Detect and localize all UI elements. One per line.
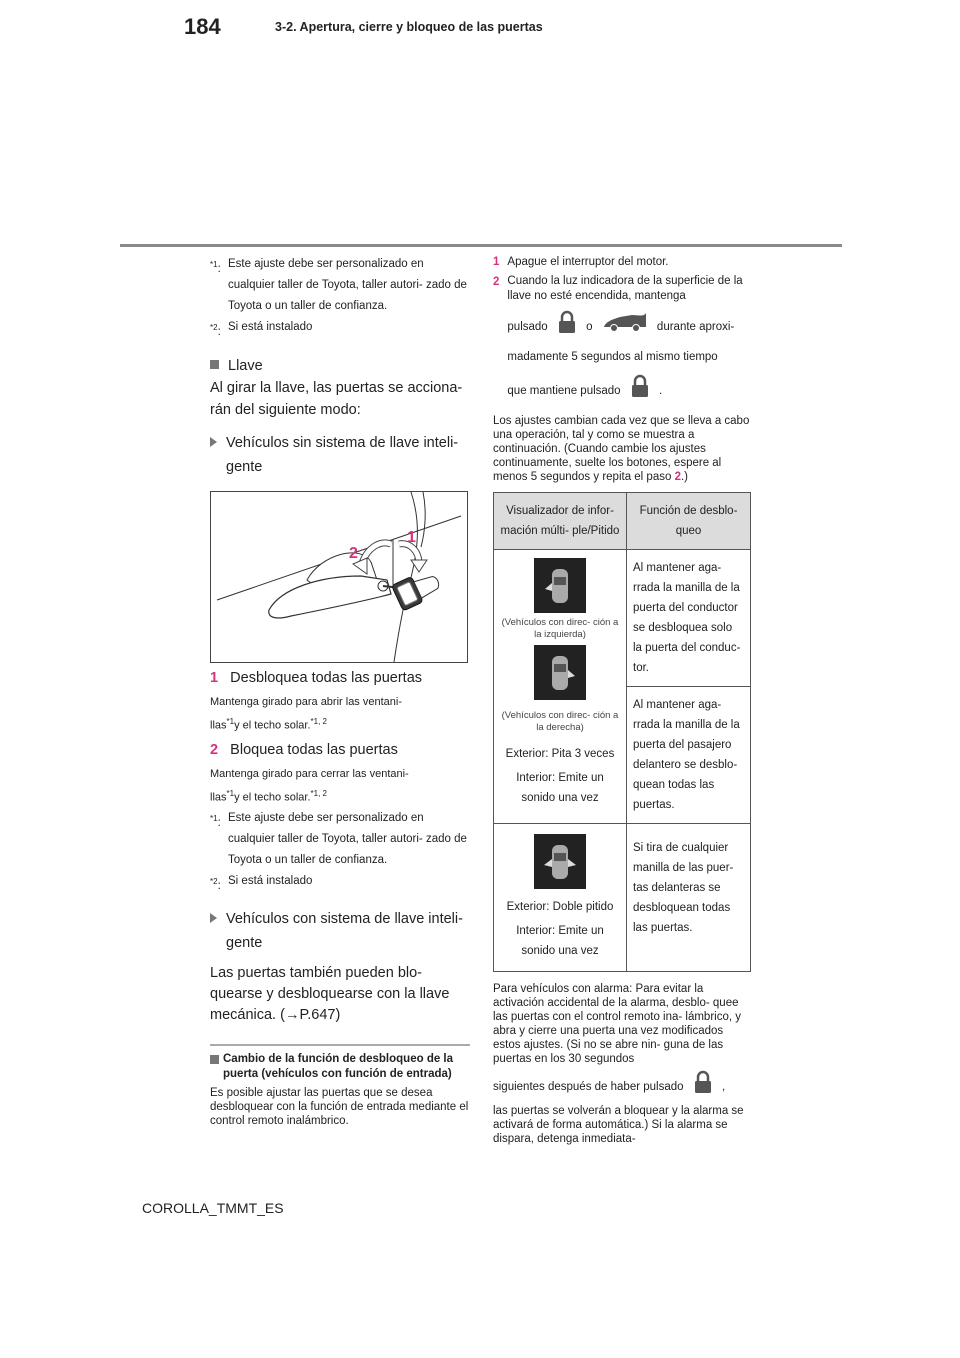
table-row	[494, 550, 751, 687]
llave-heading: Llave	[210, 355, 470, 377]
table-header-function: Función de desblo- queo	[627, 493, 751, 550]
footnote-text: Este ajuste debe ser personalizado en cualquier taller de Toyota, taller autori- zado de Toyota o un taller de confianza.	[228, 812, 467, 867]
footnote-text: Si está instalado	[228, 875, 313, 888]
lock-icon	[557, 310, 577, 344]
step-2: 2 Cuando la luz indicadora de la superficie de la llave no esté encendida, mantenga pulsado o durante aproxi- madamente 5 segundos al mismo tiempo que mantiene pulsado .	[493, 274, 751, 408]
function-cell-2: Si tira de cualquier manilla de las puer- tas delanteras se desbloquean todas las puertas.	[627, 824, 751, 972]
footnote-mark: $^{*1}$:	[210, 814, 221, 829]
unlock-settings-table	[493, 492, 751, 972]
change-function-heading: Cambio de la función de desbloqueo de la puerta (vehículos con función de entrada)	[210, 1044, 470, 1082]
footnote-text: Si está instalado	[228, 321, 313, 333]
function-cell-1b: Al mantener aga- rrada la manilla de la puerta del pasajero delantero se desblo- quean todas las puertas.	[627, 687, 751, 824]
caption-left-hand: (Vehículos con direc- ción a la izquierda)	[501, 617, 619, 640]
step-1: 1 Apague el interruptor del motor.	[493, 256, 669, 268]
change-function-text: Es posible ajustar las puertas que se desea desbloquear con la función de entrada mediante el control remoto inalámbrico.	[210, 1086, 469, 1127]
mechanical-key-text: Las puertas también pueden blo- quearse y desbloquearse con la llave mecánica. (→P.647)	[210, 964, 450, 1023]
subheading-smart-key: Vehículos con sistema de llave inteli- gente	[210, 907, 470, 955]
function-cell-1a: Al mantener aga- rrada la manilla de la puerta del conductor se desbloquea solo la puerta del conduc- tor.	[627, 550, 751, 687]
table-header-display: Visualizador de infor- mación múlti- ple/Pitido	[494, 493, 627, 550]
settings-text: Los ajustes cambian cada vez que se lleva a cabo una operación, tal y como se muestra a continuación. (Cuando cambie los ajustes continuamente, suelte los botones, espere al menos 5 segundos y repita el paso 2.)	[493, 415, 750, 483]
trunk-open-car-icon	[602, 311, 648, 343]
item-1-title: 1 Desbloquea todas las puertas	[210, 669, 423, 686]
item-2-title: 2 Bloquea todas las puertas	[210, 742, 398, 759]
section-title: 3-2. Apertura, cierre y bloqueo de las puertas	[275, 20, 543, 34]
square-bullet-icon	[210, 1055, 219, 1064]
footnote-4	[210, 871, 470, 897]
alarm-text-d: las puertas se volverán a bloquear y la alarma se activará de forma automática.) Si la alarma se dispara, detenga inmediata-	[493, 1105, 744, 1145]
lock-icon	[693, 1070, 713, 1104]
beep-interior-2: Interior: Emite un sonido una vez	[516, 925, 604, 957]
right-column	[493, 254, 751, 1146]
beep-exterior-1: Exterior: Pita 3 veces	[505, 748, 615, 760]
alarm-text-a: Para vehículos con alarma: Para evitar la activación accidental de la alarma, desblo- quee las puertas con el control remoto ina- lámbrico, y abra y cierre una puerta una vez modificados estos ajustes. (Si no se abre nin- guna de las puertas en los 30 segundos	[493, 983, 741, 1065]
header-rule	[120, 244, 842, 247]
car-driver-door-icon	[534, 558, 586, 613]
triangle-bullet-icon	[210, 913, 217, 923]
beep-interior-1: Interior: Emite un sonido una vez	[516, 772, 604, 804]
display-cell-1	[494, 550, 627, 824]
footnote-1	[210, 254, 470, 317]
alarm-text-b: siguientes después de haber pulsado ,	[493, 1070, 751, 1104]
square-bullet-icon	[210, 360, 219, 369]
door-handle-illustration	[211, 492, 467, 662]
item-1-desc: Mantenga girado para abrir las ventani- llas$^{*1}$y el techo solar.$^{*1, 2}$	[210, 695, 403, 732]
display-cell-2	[494, 824, 627, 972]
item-2-desc: Mantenga girado para cerrar las ventani- llas$^{*1}$y el techo solar.$^{*1, 2}$	[210, 768, 409, 805]
table-header-row	[494, 493, 751, 550]
figure-label-1: 1	[407, 528, 416, 546]
lock-icon	[630, 374, 650, 408]
footnote-2	[210, 317, 470, 343]
beep-exterior-2: Exterior: Doble pitido	[506, 901, 614, 913]
subheading-no-smart-key: Vehículos sin sistema de llave inteli- gente	[210, 431, 470, 479]
figure-label-2: 2	[349, 544, 358, 562]
triangle-bullet-icon	[210, 437, 217, 447]
caption-right-hand: (Vehículos con direc- ción a la derecha)	[501, 710, 619, 733]
llave-intro: Al girar la llave, las puertas se acciona- rán del siguiente modo:	[210, 379, 463, 418]
footnote-text: Este ajuste debe ser personalizado en cualquier taller de Toyota, taller autori- zado de Toyota o un taller de confianza.	[228, 258, 467, 312]
page-number: 184	[184, 14, 221, 39]
document-code: COROLLA_TMMT_ES	[142, 1200, 284, 1216]
left-column	[210, 254, 470, 1128]
car-all-doors-icon	[534, 645, 586, 700]
footnote-3	[210, 808, 470, 871]
car-front-doors-icon	[534, 834, 586, 889]
door-key-figure	[210, 491, 468, 663]
footnote-mark: $^{*2}$:	[210, 877, 221, 892]
table-row	[494, 824, 751, 972]
footnote-mark: $^{*1}$:	[210, 260, 221, 275]
footnote-mark: $^{*2}$:	[210, 323, 221, 338]
